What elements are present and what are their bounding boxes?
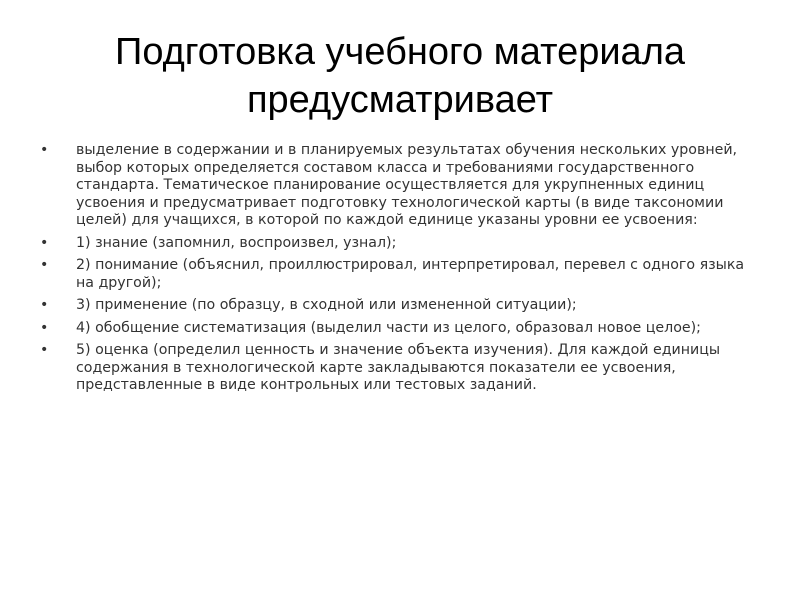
- bullet-icon: •: [40, 297, 49, 313]
- bullet-list: [40, 142, 765, 400]
- bullet-icon: •: [40, 257, 49, 273]
- bullet-item-text: 3) применение (по образцу, в сходной или измененной ситуации);: [76, 297, 577, 313]
- slide-title: [40, 28, 760, 124]
- bullet-item-generalization: [40, 320, 765, 338]
- bullet-icon: •: [40, 234, 49, 251]
- bullet-icon: •: [40, 319, 49, 336]
- bullet-icon: •: [40, 342, 49, 358]
- bullet-item-text: 4) обобщение систематизация (выделил части из целого, образовал новое целое);: [76, 319, 701, 336]
- bullet-item-text: выделение в содержании и в планируемых результатах обучения нескольких уровней, выбор которых определяется составом класса и требованиями государственного стандарта. Тематическое планирование осуществляется для укрупненных единиц усвоения и предусматривает подготовку технологической карты (в виде таксономии целей) для учащихся, в которой по каждой единице указаны уровни ее усвоения:: [76, 142, 738, 228]
- bullet-item-text: 1) знание (запомнил, воспроизвел, узнал);: [76, 234, 397, 251]
- bullet-item-evaluation: [40, 342, 765, 395]
- bullet-item-knowledge: [40, 235, 765, 253]
- bullet-item-understanding: [40, 257, 765, 292]
- bullet-icon: •: [40, 142, 49, 158]
- bullet-item-application: [40, 297, 765, 315]
- slide-title-line-1: Подготовка учебного материала: [115, 31, 685, 73]
- bullet-item-levels: [40, 142, 765, 230]
- bullet-item-text: 5) оценка (определил ценность и значение объекта изучения). Для каждой единицы содержания в технологической карте закладываются показатели ее усвоения, представленные в виде контрольных или тестовых заданий.: [76, 342, 721, 393]
- slide-title-line-2: предусматривает: [246, 79, 554, 121]
- bullet-item-text: 2) понимание (объяснил, проиллюстрировал, интерпретировал, перевел с одного языка на другой);: [76, 257, 745, 291]
